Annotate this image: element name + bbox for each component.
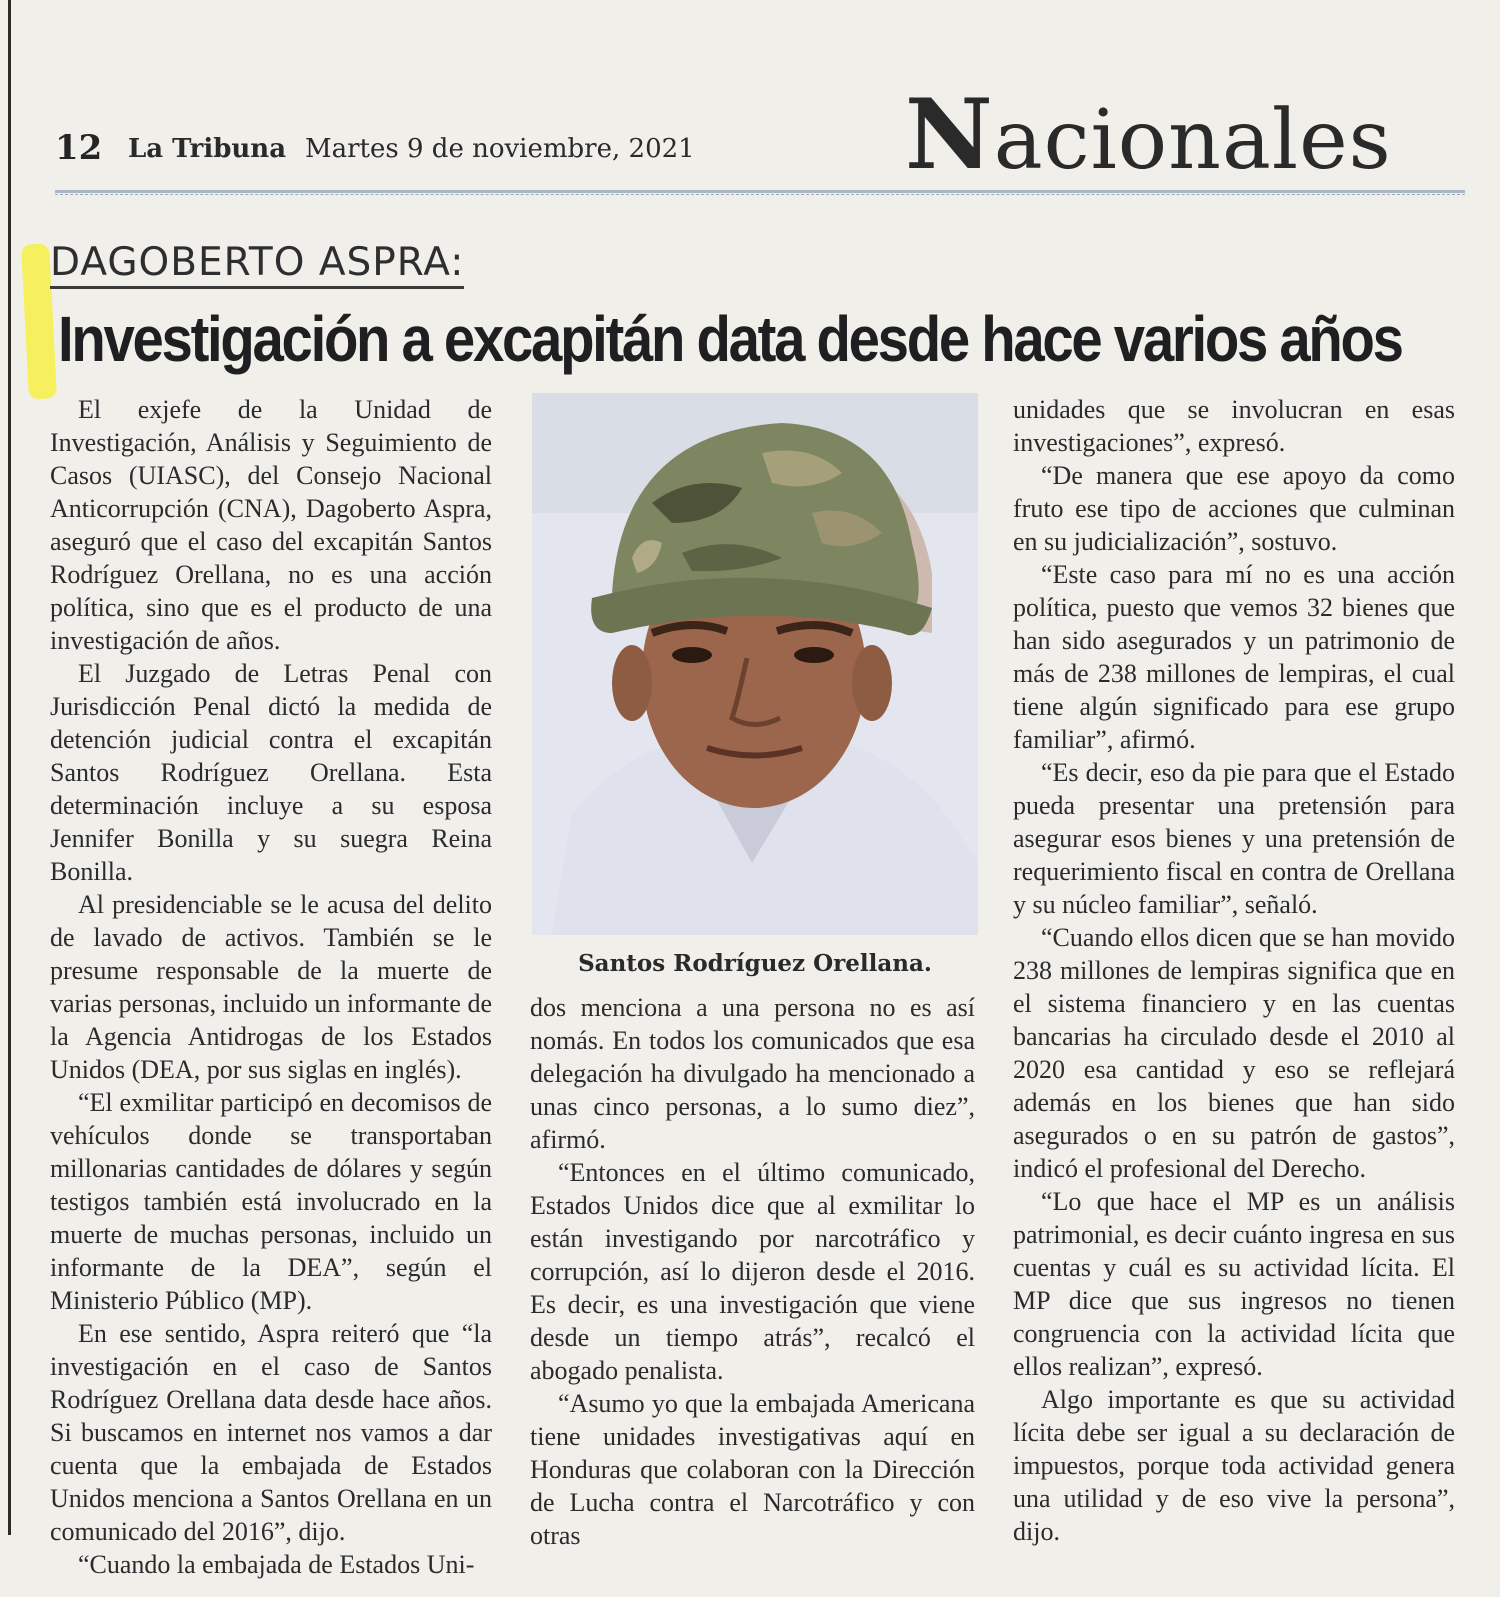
- photo-caption: Santos Rodríguez Orellana.: [578, 950, 932, 977]
- section-title-rest: acionales: [993, 93, 1392, 188]
- newspaper-name: La Tribuna: [128, 134, 287, 164]
- paragraph: “Entonces en el último comunicado, Estados Unidos dice que al exmilitar lo están investigando por narcotráfico y corrupción, así lo dijeron desde el 2016. Es decir, es una investigación que viene desde un tiempo atrás”, recalcó el abogado penalista.: [530, 1158, 975, 1385]
- paragraph: El Juzgado de Letras Penal con Jurisdicción Penal dictó la medida de detención judicial contra el excapitán Santos Rodríguez Orellana. Esta determinación incluye a su esposa Jennifer Bonilla y su suegra Reina Bonilla.: [50, 659, 492, 886]
- paragraph: dos menciona a una persona no es así nomás. En todos los comunicados que esa delegación ha divulgado ha mencionado a unas cinco personas, a lo sumo diez”, afirmó.: [530, 993, 975, 1154]
- paragraph: Al presidenciable se le acusa del delito de lavado de activos. También se le presume responsable de la muerte de varias personas, incluido un informante de la Agencia Antidrogas de los Estados Unidos (DEA, por sus siglas en inglés).: [50, 890, 492, 1084]
- paragraph: “Es decir, eso da pie para que el Estado pueda presentar una pretensión para asegurar esos bienes y una pretensión de requerimiento fiscal en contra de Orellana y su núcleo familiar”, señaló.: [1013, 758, 1455, 919]
- header-divider-dotted: [55, 194, 1465, 195]
- paragraph: “Este caso para mí no es una acción política, puesto que vemos 32 bienes que han sido asegurados y un patrimonio de más de 238 millones de lempiras, el cual tiene algún significado para ese grupo familiar”, afirmó.: [1013, 560, 1455, 754]
- paragraph: El exjefe de la Unidad de Investigación, Análisis y Seguimiento de Casos (UIASC), del Consejo Nacional Anticorrupción (CNA), Dagoberto Aspra, aseguró que el caso del excapitán Santos Rodríguez Orellana, no es una acción política, sino que es el producto de una investigación de años.: [50, 395, 492, 655]
- section-title-initial: N: [905, 78, 994, 191]
- paragraph: Algo importante es que su actividad lícita debe ser igual a su declaración de impuestos, porque toda actividad genera una utilidad y de eso vive la persona”, dijo.: [1013, 1385, 1455, 1546]
- article-column-2: [530, 991, 975, 1552]
- paragraph: En ese sentido, Aspra reiteró que “la investigación en el caso de Santos Rodríguez Orellana data desde hace años. Si buscamos en internet nos vamos a dar cuenta que la embajada de Estados Unidos menciona a Santos Orellana en un comunicado del 2016”, dijo.: [50, 1319, 492, 1546]
- paragraph: “Lo que hace el MP es un análisis patrimonial, es decir cuánto ingresa en sus cuentas y cuál es su actividad lícita. El MP dice que sus ingresos no tienen congruencia con la actividad lícita que ellos realizan”, expresó.: [1013, 1187, 1455, 1381]
- article-headline: Investigación a excapitán data desde hace varios años: [58, 303, 1402, 375]
- paragraph: “Asumo yo que la embajada Americana tiene unidades investigativas aquí en Honduras que colaboran con la Dirección de Lucha contra el Narcotráfico y con otras: [530, 1389, 975, 1550]
- paragraph: “El exmilitar participó en decomisos de vehículos donde se transportaban millonarias cantidades de dólares y según testigos también está involucrado en la muerte de muchas personas, incluido un informante de la DEA”, según el Ministerio Público (MP).: [50, 1088, 492, 1315]
- article-column-1: [50, 393, 492, 1581]
- article-kicker: DAGOBERTO ASPRA:: [50, 240, 464, 289]
- page-number: 12: [55, 128, 103, 168]
- issue-date: Martes 9 de noviembre, 2021: [305, 134, 695, 164]
- page-left-rule: [8, 0, 11, 1535]
- paragraph: “Cuando ellos dicen que se han movido 238 millones de lempiras significa que en el sistema financiero y en las cuentas bancarias ha circulado desde el 2010 al 2020 esa cantidad y eso se reflejará además en los bienes que han sido asegurados o en su patrón de gastos”, indicó el profesional del Derecho.: [1013, 923, 1455, 1183]
- article-photo: [532, 393, 978, 935]
- paragraph: “De manera que ese apoyo da como fruto ese tipo de acciones que culminan en su judicialización”, sostuvo.: [1013, 461, 1455, 556]
- article-column-3: [1013, 393, 1455, 1548]
- section-title: [905, 78, 1392, 191]
- header-divider: [55, 190, 1465, 193]
- paragraph: “Cuando la embajada de Estados Uni-: [78, 1550, 475, 1579]
- paragraph: unidades que se involucran en esas investigaciones”, expresó.: [1013, 395, 1455, 457]
